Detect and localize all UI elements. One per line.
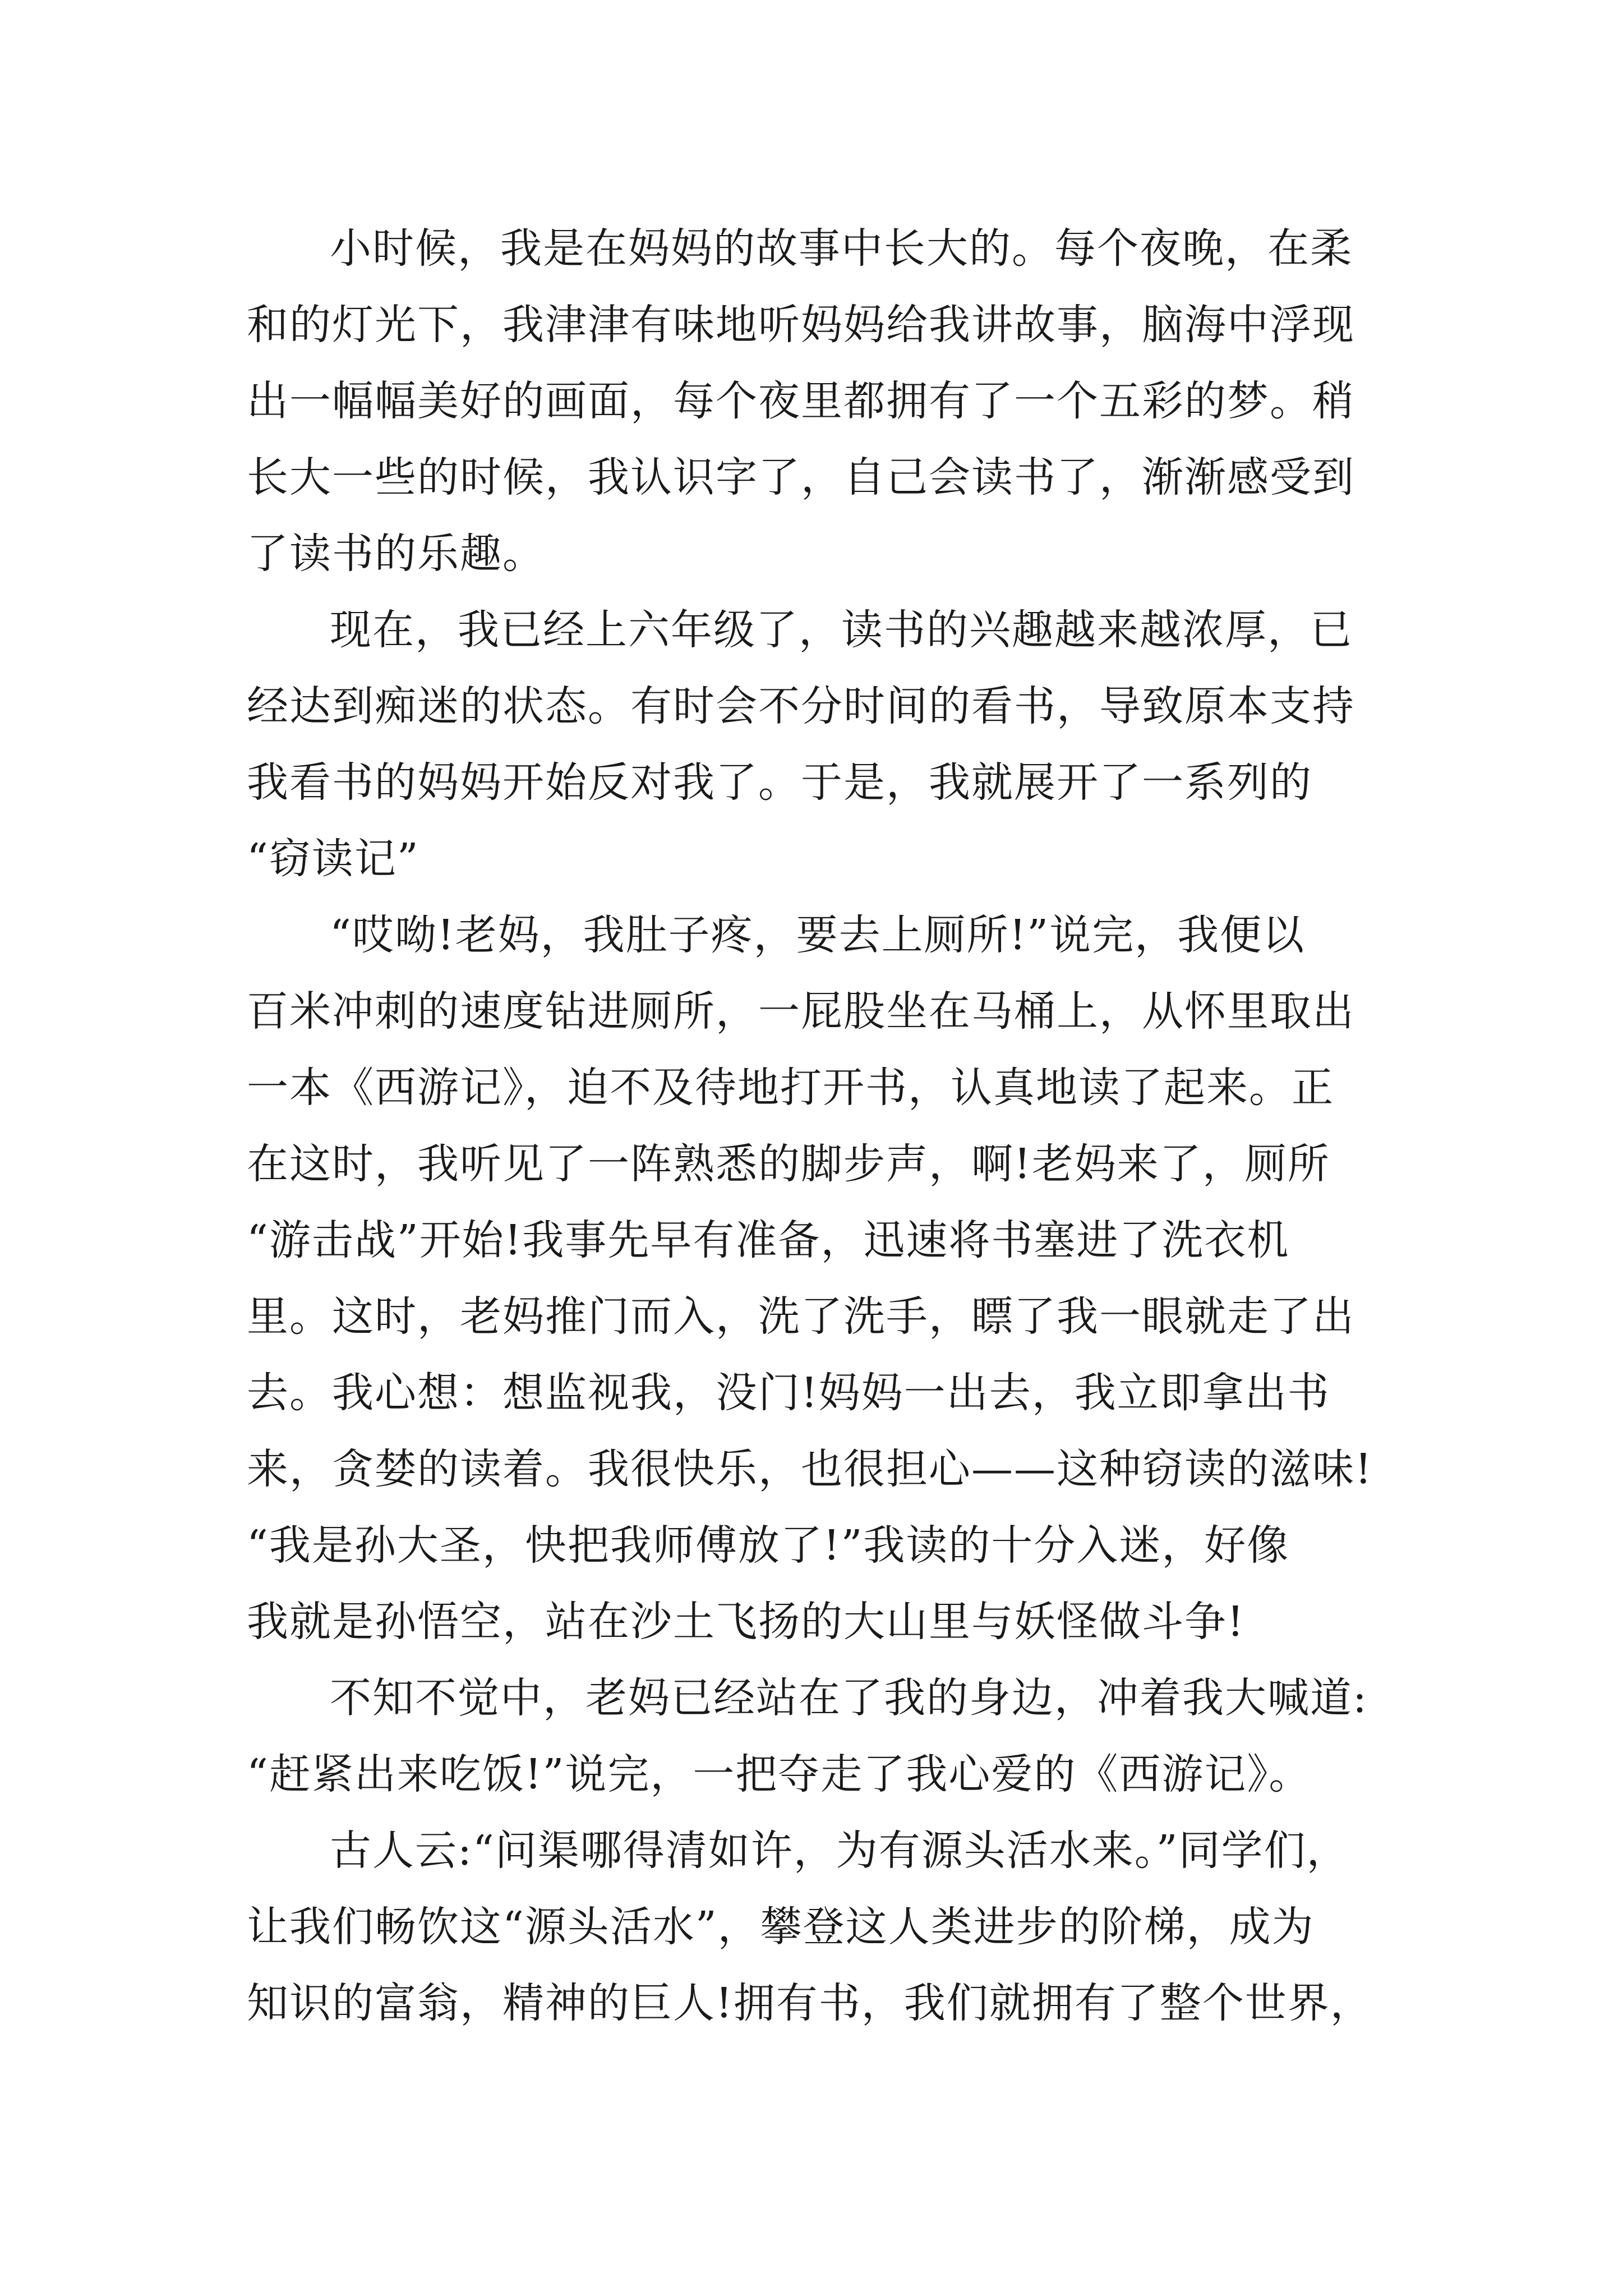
paragraph-line: 在这时，我听见了一阵熟悉的脚步声，啊!老妈来了，厕所 (247, 1140, 1330, 1188)
paragraph-line: 现在，我已经上六年级了，读书的兴趣越来越浓厚，已 (330, 606, 1353, 654)
paragraph-line: “赶紧出来吃饭!”说完，一把夺走了我心爱的《西游记》。 (247, 1750, 1312, 1798)
paragraph-line: 和的灯光下，我津津有味地听妈妈给我讲故事，脑海中浮现 (247, 301, 1355, 349)
paragraph-line: 我看书的妈妈开始反对我了。于是，我就展开了一系列的 (247, 758, 1312, 807)
paragraph-line: 里。这时，老妈推门而入，洗了洗手，瞟了我一眼就走了出 (247, 1292, 1355, 1341)
paragraph-line: 百米冲刺的速度钻进厕所，一屁股坐在马桶上，从怀里取出 (247, 987, 1355, 1036)
paragraph-line: 知识的富翁，精神的巨人!拥有书，我们就拥有了整个世界， (247, 1979, 1373, 2027)
paragraph-line: 不知不觉中，老妈已经站在了我的身边，冲着我大喊道: (330, 1674, 1368, 1722)
paragraph-line: 长大一些的时候，我认识字了，自己会读书了，渐渐感受到 (247, 453, 1355, 501)
paragraph-line: 经达到痴迷的状态。有时会不分时间的看书，导致原本支持 (247, 682, 1355, 730)
essay-body (247, 210, 1380, 2041)
paragraph-line: “我是孙大圣，快把我师傅放了!”我读的十分入迷，好像 (247, 1521, 1290, 1570)
paragraph-line: 让我们畅饮这“源头活水”，攀登这人类进步的阶梯，成为 (247, 1903, 1315, 1951)
paragraph-line: 一本《西游记》，迫不及待地打开书，认真地读了起来。正 (247, 1064, 1334, 1112)
paragraph-line: 去。我心想：想监视我，没门!妈妈一出去，我立即拿出书 (247, 1369, 1330, 1417)
paragraph-line: 古人云:“问渠哪得清如许，为有源头活水来。”同学们， (330, 1826, 1349, 1875)
paragraph-line: 小时候，我是在妈妈的故事中长大的。每个夜晚，在柔 (330, 224, 1353, 273)
paragraph-line: 出一幅幅美好的画面，每个夜里都拥有了一个五彩的梦。稍 (247, 377, 1355, 425)
paragraph-line: 我就是孙悟空，站在沙土飞扬的大山里与妖怪做斗争! (247, 1598, 1245, 1646)
paragraph-line: “哎呦!老妈，我肚子疼，要去上厕所!”说完，我便以 (330, 911, 1306, 959)
paragraph-line: “游击战”开始!我事先早有准备，迅速将书塞进了洗衣机 (247, 1216, 1290, 1264)
paragraph-line: “窃读记” (247, 835, 419, 883)
paragraph-line: 了读书的乐趣。 (247, 530, 545, 578)
paragraph-line: 来，贪婪的读着。我很快乐，也很担心——这种窃读的滋味! (247, 1445, 1373, 1493)
